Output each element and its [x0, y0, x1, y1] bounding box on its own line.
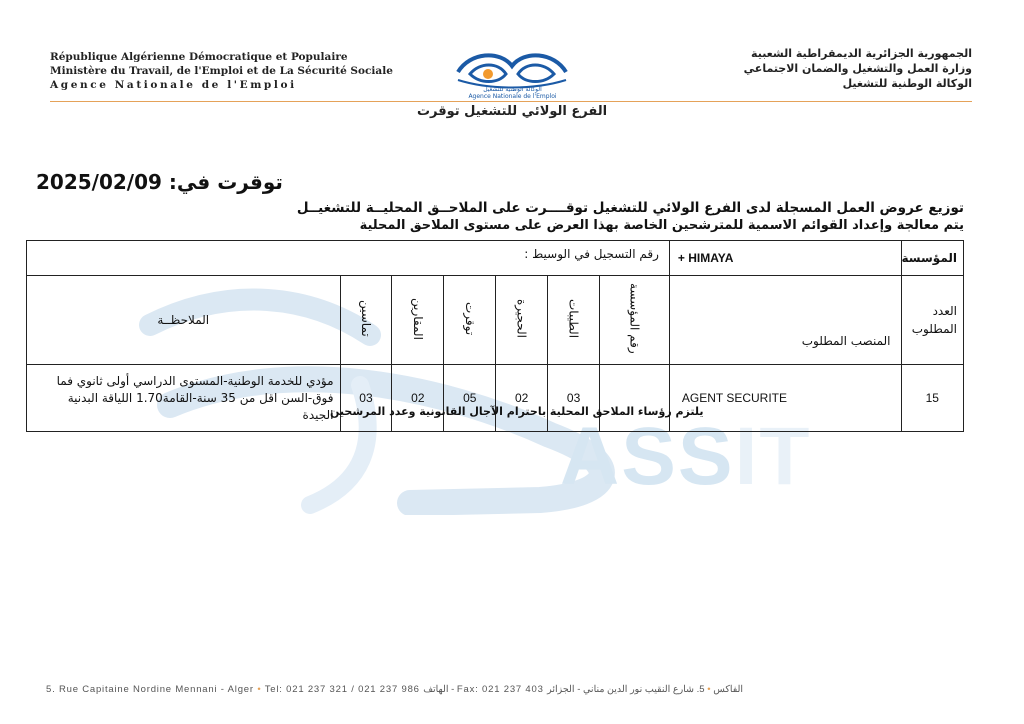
- cell-org-number: [600, 365, 670, 432]
- header-agency: [496, 276, 548, 365]
- cell-agency-count: 02: [392, 365, 444, 432]
- republic-ar: الجمهورية الجزائرية الديمقراطية الشعبية: [751, 47, 972, 60]
- header-org-number-text: رقم المؤسسة: [627, 283, 642, 354]
- cell-agency-count: 02: [496, 365, 548, 432]
- logo-caption: [455, 86, 570, 100]
- header-agency: [392, 276, 444, 365]
- org-value: HIMAYA +: [669, 241, 901, 276]
- cell-agency-count: 05: [444, 365, 496, 432]
- intro-line-2: يتم معالجة وإعداد القوائم الاسمية للمترشحين الخاصة بهذا العرض على مستوى الملاحق المحلية: [359, 218, 964, 233]
- cell-agency-count: 03: [340, 365, 392, 432]
- date-value: 2025/02/09: [36, 170, 162, 194]
- footer-contacts: Tel: 021 237 321 / 021 237 986 الهاتف - Fax: 021 237 403 الفاكس: [264, 684, 744, 695]
- header-count: العدد المطلوب: [901, 276, 963, 365]
- cell-note: مؤدي للخدمة الوطنية-المستوى الدراسي أولى ثانوي فما فوق-السن اقل من 35 سنة-القامة1.70 اللياقة البدنية الجيدة: [27, 365, 341, 432]
- logo-caption-fr: Agence Nationale de l'Emploi: [468, 93, 557, 100]
- agency-fr: Agence Nationale de l'Emploi: [50, 79, 297, 91]
- intro-text: [297, 200, 964, 234]
- compliance-note: يلتزم رؤساء الملاحق المحلية باحترام الآجال القانونية وعدد المرشحين: [330, 405, 704, 418]
- org-label: المؤسسة: [901, 241, 963, 276]
- table-row: [27, 365, 964, 432]
- watermark-text: ASSIT: [560, 411, 812, 502]
- footer-dot: •: [257, 684, 262, 695]
- header-divider: [50, 101, 972, 102]
- header-agency-text: توقرت: [462, 301, 477, 336]
- footer-ar: 5. شارع النقيب نور الدين مناني - الجزائر: [547, 684, 705, 695]
- footer-address: [46, 684, 976, 695]
- intro-line-1: توزيع عروض العمل المسجلة لدى الفرع الولائي للتشغيل توقــــرت على الملاحــق المحليــة للتشغيــل: [296, 200, 964, 216]
- logo-caption-ar: الوكالة الوطنية للتشغيل: [483, 86, 542, 93]
- header-org-number: [600, 276, 670, 365]
- header-agency: [340, 276, 392, 365]
- ministry-ar: وزارة العمل والتشغيل والضمان الاجتماعي: [743, 62, 972, 75]
- footer-dot: •: [707, 684, 711, 695]
- header-agency-text: تماسين: [358, 300, 373, 337]
- cell-count: 15: [901, 365, 963, 432]
- ministry-fr: Ministère du Travail, de l'Emploi et de La Sécurité Sociale: [50, 65, 393, 77]
- header-french: [50, 50, 393, 92]
- cell-post: AGENT SECURITE: [669, 365, 901, 432]
- date-line: [36, 170, 283, 194]
- job-offers-table: [26, 240, 964, 432]
- header-agency-text: الطيبات: [566, 298, 581, 339]
- cell-agency-count: 03: [548, 365, 600, 432]
- date-label: توقرت في:: [168, 170, 283, 194]
- header-agency-text: المقارين: [410, 297, 425, 340]
- registration-label: رقم التسجيل في الوسيط :: [27, 241, 670, 276]
- header-agency: [548, 276, 600, 365]
- agency-ar: الوكالة الوطنية للتشغيل: [842, 77, 972, 90]
- republic-fr: République Algérienne Démocratique et Populaire: [50, 51, 348, 63]
- header-post: المنصب المطلوب: [669, 276, 901, 365]
- header-agency-text: الحجيرة: [514, 298, 529, 338]
- header-arabic: [744, 46, 972, 91]
- header-agency: [444, 276, 496, 365]
- footer-fr: 5. Rue Capitaine Nordine Mennani - Alger: [46, 684, 254, 695]
- branch-title: الفرع الولائي للتشغيل توقرت: [416, 104, 608, 119]
- header-row: [27, 276, 964, 365]
- header-note: الملاحظــة: [27, 276, 341, 365]
- org-row: [27, 241, 964, 276]
